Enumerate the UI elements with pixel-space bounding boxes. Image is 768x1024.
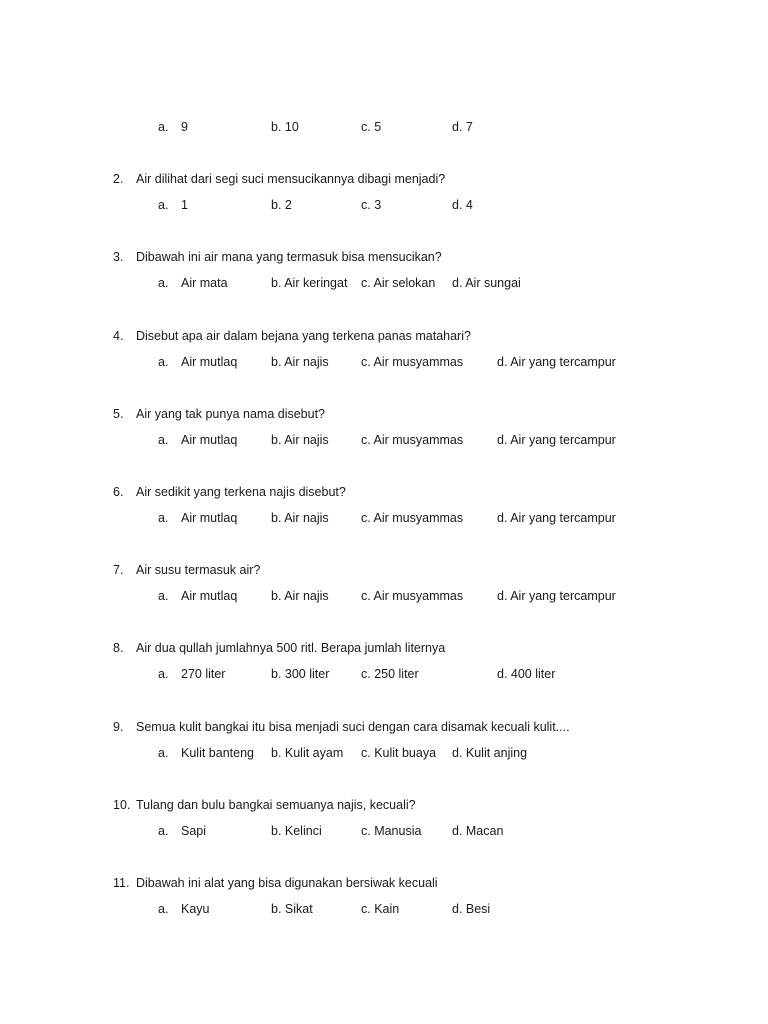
option-a-label: a. [158, 198, 169, 212]
question-text: Air susu termasuk air? [136, 563, 261, 577]
option-a-text: 270 liter [181, 667, 226, 681]
option-a-label: a. [158, 276, 169, 290]
option-a-text: 1 [181, 198, 188, 212]
option-b: b. Air najis [271, 589, 329, 603]
option-a-label: a. [158, 355, 169, 369]
question-text: Dibawah ini air mana yang termasuk bisa mensucikan? [136, 250, 442, 264]
option-b: b. Kulit ayam [271, 746, 344, 760]
option-d: d. 400 liter [497, 667, 556, 681]
question-number: 6. [113, 485, 124, 499]
option-a-label: a. [158, 433, 169, 447]
question-number: 8. [113, 641, 124, 655]
option-d: d. Kulit anjing [452, 746, 528, 760]
question-number: 11. [113, 876, 130, 890]
question-text: Dibawah ini alat yang bisa digunakan bersiwak kecuali [136, 876, 438, 890]
question-text: Air sedikit yang terkena najis disebut? [136, 485, 346, 499]
option-c: c. Kulit buaya [361, 746, 437, 760]
question-text: Disebut apa air dalam bejana yang terkena panas matahari? [136, 329, 471, 343]
question-number: 3. [113, 250, 124, 264]
question-text: Semua kulit bangkai itu bisa menjadi suci dengan cara disamak kecuali kulit.... [136, 720, 570, 734]
option-c: c. Air musyammas [361, 433, 464, 447]
option-d: d. Air sungai [452, 276, 521, 290]
option-a-text: Air mutlaq [181, 589, 238, 603]
option-c: c. 5 [361, 120, 382, 134]
option-b: b. 10 [271, 120, 299, 134]
option-a-label: a. [158, 746, 169, 760]
option-d: d. 4 [452, 198, 473, 212]
option-d: d. Besi [452, 902, 491, 916]
option-a-text: Air mata [181, 276, 228, 290]
option-c: c. Manusia [361, 824, 422, 838]
question-text: Air dilihat dari segi suci mensucikannya dibagi menjadi? [136, 172, 446, 186]
question-number: 4. [113, 329, 124, 343]
option-a-label: a. [158, 824, 169, 838]
question-number: 7. [113, 563, 124, 577]
option-a-label: a. [158, 511, 169, 525]
option-c: c. 250 liter [361, 667, 419, 681]
option-b: b. Sikat [271, 902, 313, 916]
option-d: d. Air yang tercampur [497, 433, 616, 447]
option-a-text: Air mutlaq [181, 355, 238, 369]
option-a-text: Kulit banteng [181, 746, 254, 760]
option-b: b. Kelinci [271, 824, 322, 838]
option-d: d. 7 [452, 120, 473, 134]
option-c: c. Air selokan [361, 276, 436, 290]
option-d: d. Air yang tercampur [497, 355, 616, 369]
question-text: Tulang dan bulu bangkai semuanya najis, kecuali? [136, 798, 416, 812]
option-a-text: Sapi [181, 824, 207, 838]
option-a-label: a. [158, 120, 169, 134]
option-b: b. Air najis [271, 511, 329, 525]
option-c: c. Air musyammas [361, 589, 464, 603]
option-a-label: a. [158, 667, 169, 681]
question-text: Air yang tak punya nama disebut? [136, 407, 326, 421]
option-a-text: Air mutlaq [181, 433, 238, 447]
option-c: c. Kain [361, 902, 400, 916]
option-c: c. 3 [361, 198, 382, 212]
question-text: Air dua qullah jumlahnya 500 ritl. Berapa jumlah liternya [136, 641, 446, 655]
option-d: d. Air yang tercampur [497, 511, 616, 525]
question-number: 5. [113, 407, 124, 421]
option-a-text: Air mutlaq [181, 511, 238, 525]
option-d: d. Air yang tercampur [497, 589, 616, 603]
option-a-text: 9 [181, 120, 188, 134]
option-a-label: a. [158, 902, 169, 916]
option-c: c. Air musyammas [361, 511, 464, 525]
option-c: c. Air musyammas [361, 355, 464, 369]
question-number: 10. [113, 798, 131, 812]
option-b: b. 300 liter [271, 667, 330, 681]
option-b: b. Air najis [271, 355, 329, 369]
option-d: d. Macan [452, 824, 504, 838]
option-b: b. Air keringat [271, 276, 348, 290]
question-number: 9. [113, 720, 124, 734]
option-b: b. Air najis [271, 433, 329, 447]
option-a-label: a. [158, 589, 169, 603]
option-b: b. 2 [271, 198, 292, 212]
option-a-text: Kayu [181, 902, 210, 916]
question-number: 2. [113, 172, 124, 186]
